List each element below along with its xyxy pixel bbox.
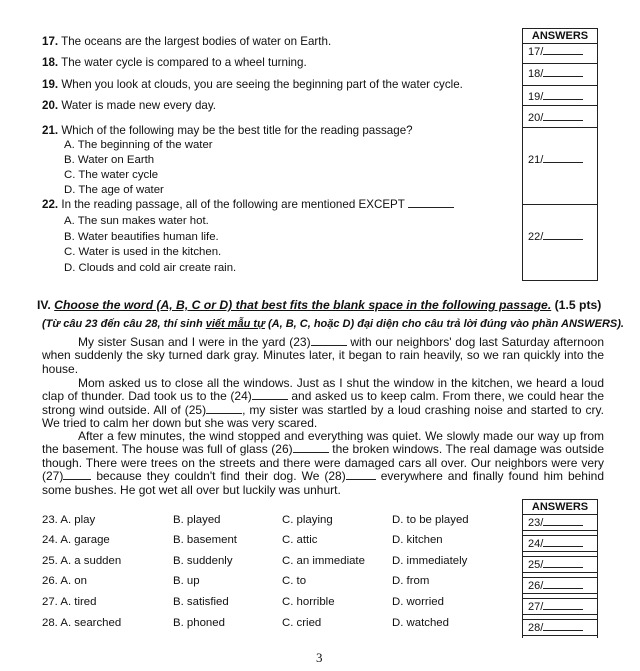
- option-24-b: B. basement: [173, 534, 237, 546]
- option-28-d: D. watched: [392, 617, 449, 629]
- question-18: 18. The water cycle is compared to a wheel turning.: [42, 56, 307, 69]
- answer-slot-22[interactable]: 22/: [528, 230, 583, 244]
- option-25-a: 25. A. a sudden: [42, 555, 122, 567]
- question-20: 20. Water is made new every day.: [42, 99, 217, 112]
- passage-paragraph-2: Mom asked us to close all the windows. Just as I shut the window in the kitchen, we heard a loud clap of thunder. Dad took us to the (24) and asked us to keep calm. From there, we could hear the strong wind outside. All of (25) , my sister was startled by a loud crashing noise and started to cry. We tried to calm her down but she was very scared.: [42, 376, 604, 431]
- option-25-d: D. immediately: [392, 555, 468, 567]
- option-27-b: B. satisfied: [173, 596, 229, 608]
- page-number: 3: [316, 650, 323, 665]
- q21-option-d: D. The age of water: [64, 184, 164, 196]
- answer-slot-25[interactable]: 25/: [528, 558, 583, 572]
- option-26-a: 26. A. on: [42, 575, 87, 587]
- option-23-c: C. playing: [282, 514, 333, 526]
- answer-slot-27[interactable]: 27/: [528, 600, 583, 614]
- option-26-c: C. to: [282, 575, 307, 587]
- answer-slot-21[interactable]: 21/: [528, 153, 583, 167]
- q22-option-a: A. The sun makes water hot.: [64, 215, 209, 227]
- passage-paragraph-1: My sister Susan and I were in the yard (23) with our neighbors' dog last Saturday afternoon when suddenly the sky turned dark gray. Minutes later, it began to rain heavily, so we ran quickly into the house.: [42, 335, 604, 376]
- section-instruction: (Từ câu 23 đến câu 28, thí sinh viết mẫu tự (A, B, C, hoặc D) đại diện cho câu trả lời đúng vào phần ANSWERS).: [42, 318, 624, 330]
- answer-slot-23[interactable]: 23/: [528, 516, 583, 530]
- answer-slot-24[interactable]: 24/: [528, 537, 583, 551]
- q22-option-b: B. Water beautifies human life.: [64, 231, 219, 243]
- q22-option-d: D. Clouds and cold air create rain.: [64, 262, 237, 274]
- option-25-b: B. suddenly: [173, 555, 233, 567]
- option-24-d: D. kitchen: [392, 534, 443, 546]
- option-26-b: B. up: [173, 575, 200, 587]
- question-22: 22. In the reading passage, all of the following are mentioned EXCEPT: [42, 198, 454, 212]
- option-25-c: C. an immediate: [282, 555, 365, 567]
- question-17: 17. The oceans are the largest bodies of water on Earth.: [42, 35, 332, 48]
- option-26-d: D. from: [392, 575, 430, 587]
- answer-slot-17[interactable]: 17/: [528, 45, 583, 59]
- answers-box-bottom: [522, 499, 598, 638]
- q21-option-c: C. The water cycle: [64, 169, 159, 181]
- q21-option-b: B. Water on Earth: [64, 154, 155, 166]
- option-28-a: 28. A. searched: [42, 617, 122, 629]
- option-27-c: C. horrible: [282, 596, 335, 608]
- answers-header: ANSWERS: [531, 30, 589, 42]
- option-24-c: C. attic: [282, 534, 318, 546]
- option-27-a: 27. A. tired: [42, 596, 97, 608]
- answer-slot-28[interactable]: 28/: [528, 621, 583, 635]
- q22-option-c: C. Water is used in the kitchen.: [64, 246, 222, 258]
- option-28-c: C. cried: [282, 617, 322, 629]
- option-23-b: B. played: [173, 514, 221, 526]
- option-24-a: 24. A. garage: [42, 534, 110, 546]
- answer-slot-18[interactable]: 18/: [528, 67, 583, 81]
- option-28-b: B. phoned: [173, 617, 225, 629]
- question-19: 19. When you look at clouds, you are seeing the beginning part of the water cycle.: [42, 78, 463, 91]
- question-21: 21. Which of the following may be the best title for the reading passage?: [42, 124, 413, 137]
- passage-paragraph-3: After a few minutes, the wind stopped and everything was quiet. We slowly made our way up from the basement. The house was full of glass (26) the broken windows. The real damage was outside though. There were trees on the streets and there were damaged cars all over. Our neighbors were very (27) because they couldn't find their dog. We (28) everywhere and finally found him behind some bushes. He got wet all over but luckily was unhurt.: [42, 429, 604, 497]
- option-23-a: 23. A. play: [42, 514, 96, 526]
- answer-slot-26[interactable]: 26/: [528, 579, 583, 593]
- q21-option-a: A. The beginning of the water: [64, 139, 213, 151]
- option-27-d: D. worried: [392, 596, 444, 608]
- answers-header: ANSWERS: [531, 501, 589, 513]
- answer-slot-19[interactable]: 19/: [528, 90, 583, 104]
- option-23-d: D. to be played: [392, 514, 469, 526]
- answer-slot-20[interactable]: 20/: [528, 111, 583, 125]
- section-title: IV. Choose the word (A, B, C or D) that best fits the blank space in the following passage. (1.5 pts): [37, 298, 602, 312]
- answers-box-top: [522, 28, 598, 281]
